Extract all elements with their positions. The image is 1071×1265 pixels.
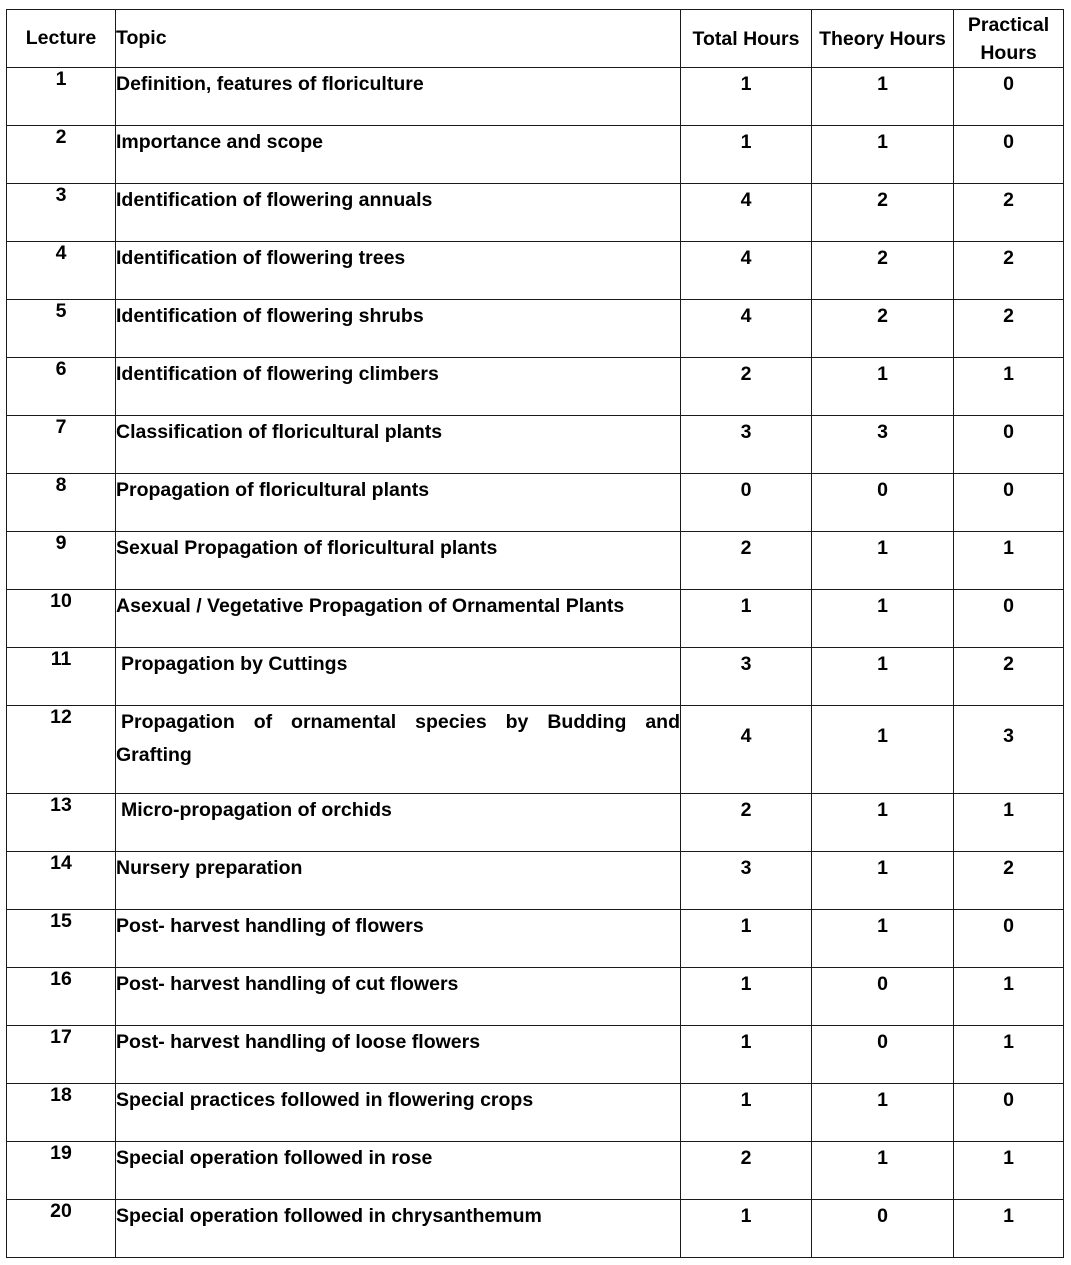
practical-hours-cell: 1 [954, 358, 1064, 416]
theory-hours-cell: 1 [812, 358, 954, 416]
topic-cell: Identification of flowering annuals [116, 184, 681, 242]
practical-hours-cell: 1 [954, 794, 1064, 852]
header-theory-hours: Theory Hours [812, 10, 954, 68]
lecture-number: 7 [7, 416, 116, 474]
topic-cell: Post- harvest handling of loose flowers [116, 1026, 681, 1084]
topic-cell: Classification of floricultural plants [116, 416, 681, 474]
topic-cell: Importance and scope [116, 126, 681, 184]
practical-hours-cell: 0 [954, 590, 1064, 648]
table-row [7, 706, 1064, 794]
total-hours-cell: 1 [681, 590, 812, 648]
practical-hours-cell: 3 [954, 706, 1064, 794]
lecture-number: 19 [7, 1142, 116, 1200]
lecture-number: 15 [7, 910, 116, 968]
table-row [7, 590, 1064, 648]
lecture-number: 10 [7, 590, 116, 648]
theory-hours-cell: 1 [812, 852, 954, 910]
topic-cell [116, 794, 681, 852]
practical-hours-cell: 1 [954, 1026, 1064, 1084]
theory-hours-cell: 1 [812, 68, 954, 126]
table-row [7, 852, 1064, 910]
practical-hours-cell: 1 [954, 532, 1064, 590]
table-row [7, 1200, 1064, 1258]
table-row [7, 968, 1064, 1026]
total-hours-cell: 4 [681, 706, 812, 794]
topic-cell [116, 648, 681, 706]
lecture-number: 16 [7, 968, 116, 1026]
total-hours-cell: 1 [681, 1026, 812, 1084]
lecture-number: 18 [7, 1084, 116, 1142]
lecture-number: 12 [7, 706, 116, 794]
theory-hours-cell: 0 [812, 474, 954, 532]
table-row [7, 648, 1064, 706]
lecture-number: 5 [7, 300, 116, 358]
header-topic: Topic [116, 10, 681, 68]
theory-hours-cell: 1 [812, 126, 954, 184]
theory-hours-cell: 1 [812, 590, 954, 648]
topic-text: Micro-propagation of orchids [121, 799, 392, 821]
theory-hours-cell: 1 [812, 1084, 954, 1142]
total-hours-cell: 0 [681, 474, 812, 532]
topic-cell: Identification of flowering climbers [116, 358, 681, 416]
total-hours-cell: 2 [681, 532, 812, 590]
total-hours-cell: 3 [681, 852, 812, 910]
table-row [7, 910, 1064, 968]
theory-hours-cell: 3 [812, 416, 954, 474]
table-row [7, 1026, 1064, 1084]
lecture-number: 6 [7, 358, 116, 416]
practical-hours-cell: 2 [954, 648, 1064, 706]
theory-hours-cell: 1 [812, 1142, 954, 1200]
total-hours-cell: 4 [681, 184, 812, 242]
theory-hours-cell: 2 [812, 184, 954, 242]
total-hours-cell: 4 [681, 300, 812, 358]
lecture-number: 1 [7, 68, 116, 126]
total-hours-cell: 2 [681, 1142, 812, 1200]
theory-hours-cell: 1 [812, 648, 954, 706]
topic-cell: Definition, features of floriculture [116, 68, 681, 126]
theory-hours-cell: 0 [812, 1200, 954, 1258]
table-row [7, 358, 1064, 416]
total-hours-cell: 2 [681, 358, 812, 416]
topic-cell: Propagation of floricultural plants [116, 474, 681, 532]
lecture-number: 2 [7, 126, 116, 184]
table-row [7, 416, 1064, 474]
practical-hours-cell: 2 [954, 242, 1064, 300]
lecture-number: 14 [7, 852, 116, 910]
topic-cell: Post- harvest handling of cut flowers [116, 968, 681, 1026]
practical-hours-cell: 2 [954, 300, 1064, 358]
practical-hours-cell: 0 [954, 474, 1064, 532]
practical-hours-cell: 2 [954, 184, 1064, 242]
table-row [7, 474, 1064, 532]
lecture-number: 17 [7, 1026, 116, 1084]
lecture-number: 13 [7, 794, 116, 852]
topic-cell: Asexual / Vegetative Propagation of Ornamental Plants [116, 590, 681, 648]
practical-hours-cell: 0 [954, 68, 1064, 126]
table-row [7, 794, 1064, 852]
header-practical-hours: Practical Hours [954, 10, 1064, 68]
practical-hours-cell: 0 [954, 416, 1064, 474]
lecture-number: 4 [7, 242, 116, 300]
table-row [7, 126, 1064, 184]
topic-cell: Identification of flowering trees [116, 242, 681, 300]
theory-hours-cell: 1 [812, 532, 954, 590]
total-hours-cell: 1 [681, 968, 812, 1026]
topic-cell: Identification of flowering shrubs [116, 300, 681, 358]
total-hours-cell: 2 [681, 794, 812, 852]
topic-cell [116, 706, 681, 794]
lecture-number: 9 [7, 532, 116, 590]
total-hours-cell: 1 [681, 910, 812, 968]
lecture-number: 11 [7, 648, 116, 706]
header-lecture: Lecture [7, 10, 116, 68]
total-hours-cell: 1 [681, 1200, 812, 1258]
table-row [7, 184, 1064, 242]
topic-cell: Special operation followed in chrysanthemum [116, 1200, 681, 1258]
theory-hours-cell: 2 [812, 242, 954, 300]
practical-hours-cell: 1 [954, 1142, 1064, 1200]
lecture-number: 8 [7, 474, 116, 532]
theory-hours-cell: 2 [812, 300, 954, 358]
total-hours-cell: 1 [681, 68, 812, 126]
table-row [7, 242, 1064, 300]
header-total-hours: Total Hours [681, 10, 812, 68]
total-hours-cell: 4 [681, 242, 812, 300]
practical-hours-cell: 0 [954, 910, 1064, 968]
practical-hours-cell: 0 [954, 1084, 1064, 1142]
topic-text: Propagation by Cuttings [121, 653, 348, 675]
lecture-number: 3 [7, 184, 116, 242]
theory-hours-cell: 0 [812, 968, 954, 1026]
theory-hours-cell: 1 [812, 910, 954, 968]
topic-cell: Special operation followed in rose [116, 1142, 681, 1200]
topic-cell: Post- harvest handling of flowers [116, 910, 681, 968]
table-row [7, 68, 1064, 126]
table-row [7, 1084, 1064, 1142]
table-row [7, 1142, 1064, 1200]
total-hours-cell: 3 [681, 648, 812, 706]
practical-hours-cell: 1 [954, 968, 1064, 1026]
practical-hours-cell: 2 [954, 852, 1064, 910]
total-hours-cell: 3 [681, 416, 812, 474]
lecture-number: 20 [7, 1200, 116, 1258]
theory-hours-cell: 0 [812, 1026, 954, 1084]
topic-text: Propagation of ornamental species by Budding and Grafting [116, 711, 680, 766]
theory-hours-cell: 1 [812, 706, 954, 794]
topic-cell: Special practices followed in flowering crops [116, 1084, 681, 1142]
total-hours-cell: 1 [681, 1084, 812, 1142]
topic-cell: Nursery preparation [116, 852, 681, 910]
theory-hours-cell: 1 [812, 794, 954, 852]
lecture-schedule-table [6, 9, 1064, 1258]
header-row [7, 10, 1064, 68]
total-hours-cell: 1 [681, 126, 812, 184]
topic-cell: Sexual Propagation of floricultural plants [116, 532, 681, 590]
practical-hours-cell: 0 [954, 126, 1064, 184]
table-row [7, 300, 1064, 358]
practical-hours-cell: 1 [954, 1200, 1064, 1258]
table-row [7, 532, 1064, 590]
